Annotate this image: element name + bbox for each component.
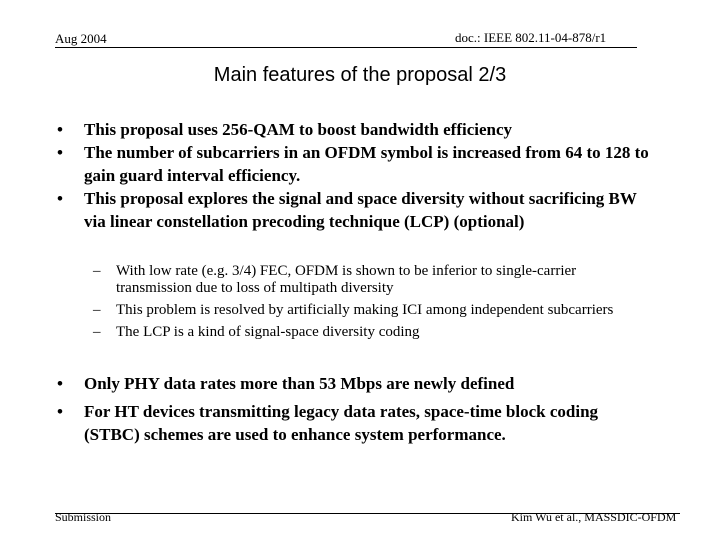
dash-icon: – bbox=[93, 324, 101, 340]
sub-bullet-list bbox=[93, 263, 653, 346]
bullet-icon: • bbox=[57, 402, 63, 421]
dash-icon: – bbox=[93, 263, 101, 279]
bullet-item bbox=[55, 400, 655, 446]
bullet-text: The number of subcarriers in an OFDM symbol is increased from 64 to 128 to gain guard interval efficiency. bbox=[84, 143, 649, 185]
bullet-icon: • bbox=[57, 189, 63, 208]
footer-authors: Kim Wu et al., MASSDIC-OFDM bbox=[511, 510, 677, 524]
top-bullet-list bbox=[55, 118, 655, 233]
bullet-text: This proposal explores the signal and space diversity without sacrificing BW via linear constellation precoding technique (LCP) (optional) bbox=[84, 189, 637, 231]
header-doc-id: doc.: IEEE 802.11-04-878/r1 bbox=[455, 30, 607, 45]
bullet-icon: • bbox=[57, 143, 63, 162]
sub-bullet-item bbox=[93, 302, 653, 319]
sub-bullet-text: The LCP is a kind of signal-space diversity coding bbox=[116, 324, 420, 340]
bullet-text: For HT devices transmitting legacy data rates, space-time block coding (STBC) schemes are used to enhance system performance. bbox=[84, 402, 599, 444]
bullet-text: Only PHY data rates more than 53 Mbps are newly defined bbox=[84, 374, 515, 393]
bottom-bullet-list bbox=[55, 372, 655, 446]
bullet-item bbox=[55, 141, 655, 187]
bullet-item bbox=[55, 118, 655, 141]
bullet-item bbox=[55, 187, 655, 233]
sub-bullet-item bbox=[93, 324, 653, 341]
bullet-item bbox=[55, 372, 655, 395]
sub-bullet-text: This problem is resolved by artificially making ICI among independent subcarriers bbox=[116, 302, 614, 318]
sub-bullet-item bbox=[93, 263, 653, 297]
bullet-text: This proposal uses 256-QAM to boost bandwidth efficiency bbox=[84, 120, 513, 139]
dash-icon: – bbox=[93, 302, 101, 318]
header-divider bbox=[55, 47, 637, 48]
bullet-icon: • bbox=[57, 374, 63, 393]
bullet-icon: • bbox=[57, 120, 63, 139]
sub-bullet-text: With low rate (e.g. 3/4) FEC, OFDM is shown to be inferior to single-carrier transmission due to loss of multipath diversity bbox=[116, 263, 577, 296]
header-date: Aug 2004 bbox=[55, 31, 107, 46]
footer-submission: Submission bbox=[55, 510, 112, 524]
slide-title: Main features of the proposal 2/3 bbox=[213, 64, 507, 86]
